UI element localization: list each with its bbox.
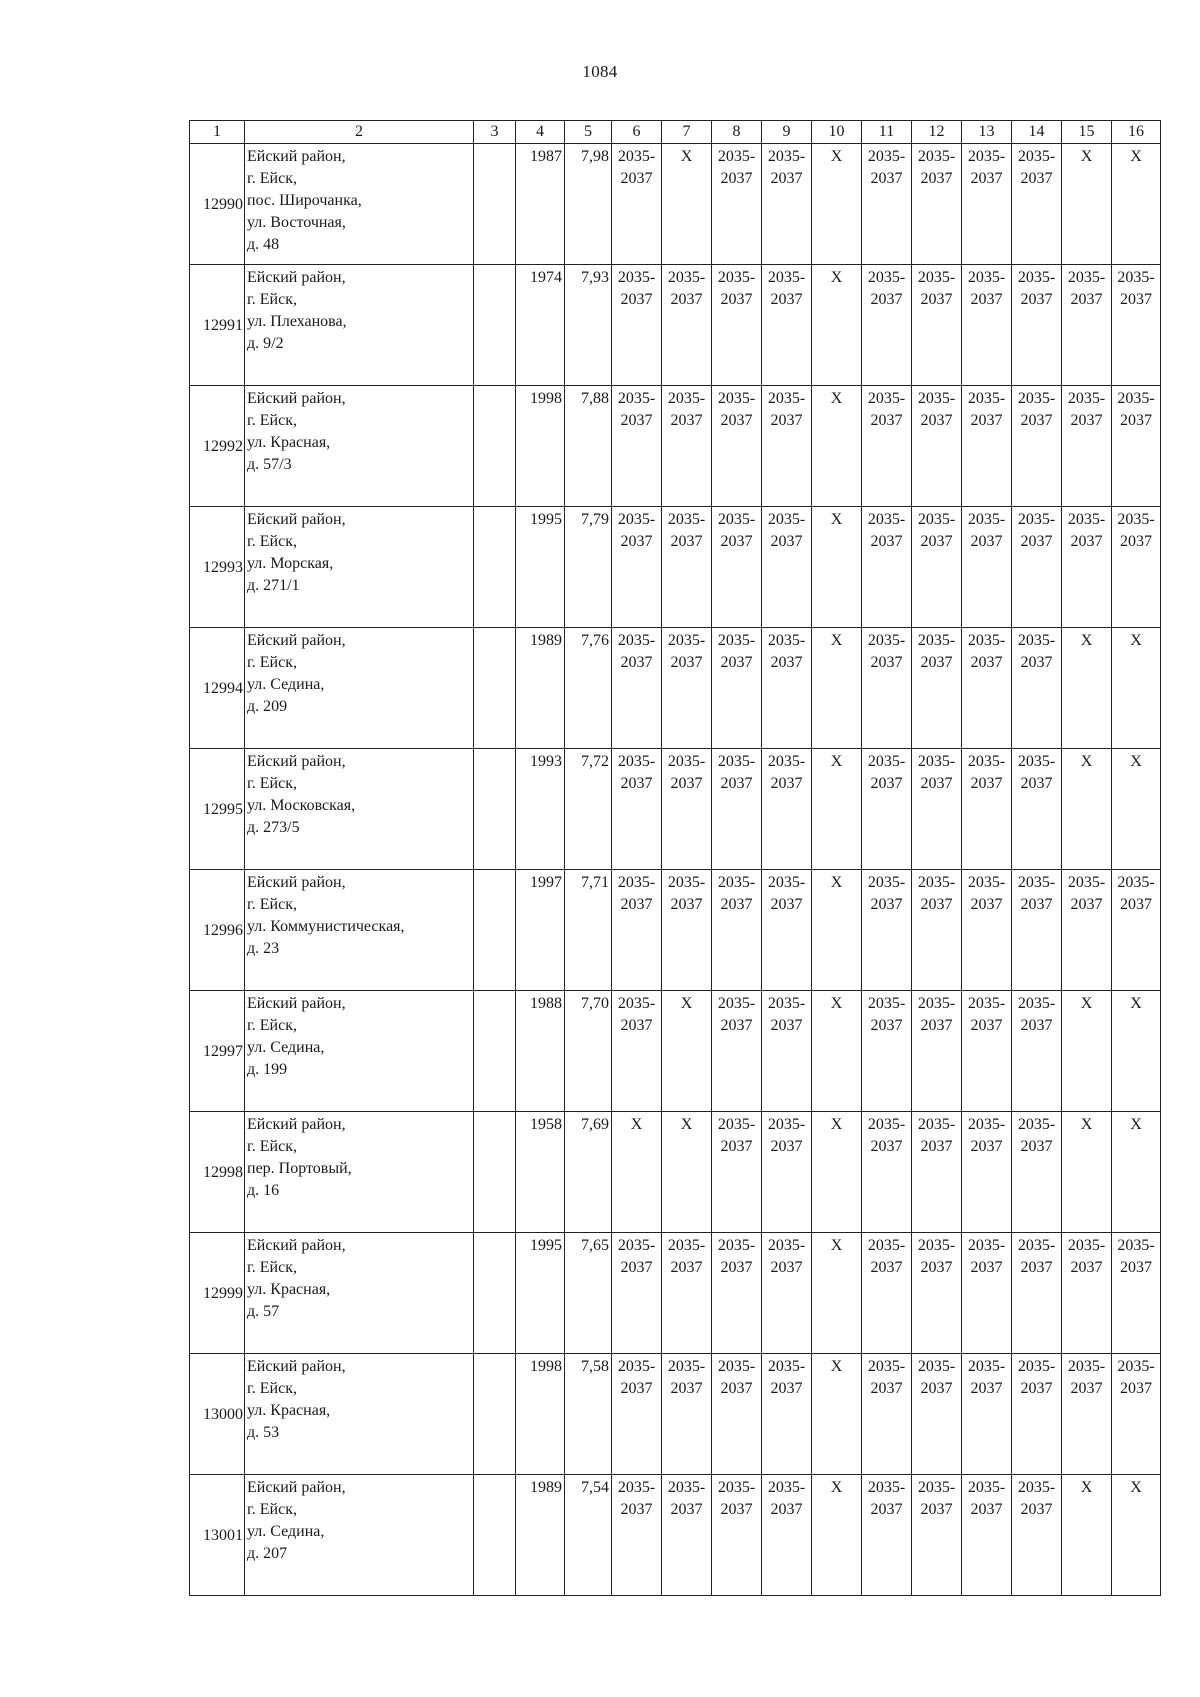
address-line: г. Ейск,: [247, 1138, 297, 1155]
period-cell: 2035- 2037: [612, 507, 662, 628]
record-number: 12995: [190, 749, 245, 870]
column-3-cell: [474, 628, 516, 749]
period-cell: Х: [812, 1475, 862, 1596]
period-cell: 2035- 2037: [1012, 386, 1062, 507]
period-cell: Х: [812, 144, 862, 265]
record-number: 13001: [190, 1475, 245, 1596]
table-row: [190, 1354, 1161, 1475]
value-cell: 7,70: [565, 991, 612, 1112]
column-3-cell: [474, 265, 516, 386]
period-cell: 2035- 2037: [862, 265, 912, 386]
column-header: 12: [912, 121, 962, 144]
period-cell: 2035- 2037: [962, 991, 1012, 1112]
period-cell: 2035- 2037: [1012, 749, 1062, 870]
period-cell: 2035- 2037: [1012, 265, 1062, 386]
period-cell: 2035- 2037: [712, 991, 762, 1112]
table-row: [190, 991, 1161, 1112]
address-line: г. Ейск,: [247, 533, 297, 550]
period-cell: Х: [812, 749, 862, 870]
column-header: 13: [962, 121, 1012, 144]
period-cell: 2035- 2037: [1012, 628, 1062, 749]
address-line: д. 207: [247, 1545, 288, 1562]
period-cell: Х: [1062, 1475, 1112, 1596]
address-line: пос. Широчанка,: [247, 192, 362, 209]
table-row: [190, 1112, 1161, 1233]
period-cell: 2035- 2037: [662, 1354, 712, 1475]
period-cell: 2035- 2037: [862, 1233, 912, 1354]
period-cell: 2035- 2037: [612, 1475, 662, 1596]
table-row: [190, 144, 1161, 265]
period-cell: 2035- 2037: [762, 991, 812, 1112]
period-cell: Х: [812, 507, 862, 628]
address-cell: [245, 1112, 474, 1233]
column-header: 4: [516, 121, 565, 144]
value-cell: 7,79: [565, 507, 612, 628]
address-cell: [245, 628, 474, 749]
period-cell: 2035- 2037: [962, 870, 1012, 991]
address-cell: [245, 991, 474, 1112]
address-line: ул. Коммунистическая,: [247, 918, 405, 935]
record-number: 12999: [190, 1233, 245, 1354]
period-cell: Х: [812, 1112, 862, 1233]
address-line: Ейский район,: [247, 1358, 346, 1375]
period-cell: 2035- 2037: [1062, 265, 1112, 386]
address-line: д. 57: [247, 1303, 280, 1320]
period-cell: 2035- 2037: [762, 870, 812, 991]
period-cell: 2035- 2037: [612, 749, 662, 870]
period-cell: 2035- 2037: [762, 144, 812, 265]
address-line: д. 48: [247, 236, 280, 253]
column-3-cell: [474, 1354, 516, 1475]
period-cell: 2035- 2037: [612, 144, 662, 265]
address-line: Ейский район,: [247, 390, 346, 407]
address-line: пер. Портовый,: [247, 1160, 352, 1177]
value-cell: 7,93: [565, 265, 612, 386]
column-header: 2: [245, 121, 474, 144]
address-line: Ейский район,: [247, 1479, 346, 1496]
value-cell: 7,69: [565, 1112, 612, 1233]
value-cell: 7,54: [565, 1475, 612, 1596]
year-cell: 1997: [516, 870, 565, 991]
period-cell: 2035- 2037: [712, 144, 762, 265]
address-line: д. 271/1: [247, 577, 300, 594]
address-line: ул. Красная,: [247, 1281, 331, 1298]
period-cell: 2035- 2037: [612, 1354, 662, 1475]
value-cell: 7,98: [565, 144, 612, 265]
address-line: г. Ейск,: [247, 412, 297, 429]
column-header: 5: [565, 121, 612, 144]
period-cell: 2035- 2037: [1012, 991, 1062, 1112]
year-cell: 1988: [516, 991, 565, 1112]
column-header: 9: [762, 121, 812, 144]
address-cell: [245, 1354, 474, 1475]
address-cell: [245, 386, 474, 507]
period-cell: 2035- 2037: [612, 991, 662, 1112]
period-cell: Х: [812, 386, 862, 507]
value-cell: 7,58: [565, 1354, 612, 1475]
period-cell: 2035- 2037: [962, 1475, 1012, 1596]
address-line: г. Ейск,: [247, 1501, 297, 1518]
period-cell: 2035- 2037: [862, 870, 912, 991]
period-cell: 2035- 2037: [1112, 386, 1161, 507]
address-line: ул. Восточная,: [247, 214, 346, 231]
period-cell: Х: [1062, 628, 1112, 749]
period-cell: 2035- 2037: [962, 749, 1012, 870]
value-cell: 7,88: [565, 386, 612, 507]
address-line: Ейский район,: [247, 148, 346, 165]
period-cell: 2035- 2037: [762, 1354, 812, 1475]
period-cell: 2035- 2037: [762, 265, 812, 386]
column-header: 7: [662, 121, 712, 144]
period-cell: 2035- 2037: [1062, 507, 1112, 628]
column-header: 1: [190, 121, 245, 144]
period-cell: 2035- 2037: [862, 628, 912, 749]
address-line: г. Ейск,: [247, 1380, 297, 1397]
period-cell: Х: [612, 1112, 662, 1233]
period-cell: 2035- 2037: [712, 1112, 762, 1233]
period-cell: 2035- 2037: [1012, 144, 1062, 265]
period-cell: 2035- 2037: [1012, 507, 1062, 628]
address-line: д. 57/3: [247, 456, 292, 473]
column-header: 10: [812, 121, 862, 144]
period-cell: 2035- 2037: [862, 144, 912, 265]
address-line: ул. Седина,: [247, 1039, 325, 1056]
period-cell: 2035- 2037: [862, 1112, 912, 1233]
address-cell: [245, 1475, 474, 1596]
address-line: д. 16: [247, 1182, 280, 1199]
address-line: д. 209: [247, 698, 288, 715]
address-line: Ейский район,: [247, 1116, 346, 1133]
period-cell: Х: [1112, 991, 1161, 1112]
period-cell: Х: [812, 991, 862, 1112]
period-cell: 2035- 2037: [1112, 1354, 1161, 1475]
address-line: д. 199: [247, 1061, 288, 1078]
year-cell: 1958: [516, 1112, 565, 1233]
record-number: 13000: [190, 1354, 245, 1475]
address-line: ул. Морская,: [247, 555, 334, 572]
year-cell: 1995: [516, 1233, 565, 1354]
period-cell: 2035- 2037: [1112, 870, 1161, 991]
period-cell: 2035- 2037: [912, 749, 962, 870]
address-cell: [245, 144, 474, 265]
period-cell: 2035- 2037: [962, 265, 1012, 386]
record-number: 12993: [190, 507, 245, 628]
table-header-row: [190, 121, 1161, 144]
period-cell: Х: [812, 628, 862, 749]
period-cell: Х: [1112, 1475, 1161, 1596]
period-cell: Х: [1062, 991, 1112, 1112]
period-cell: 2035- 2037: [712, 1233, 762, 1354]
column-header: 6: [612, 121, 662, 144]
address-line: д. 23: [247, 940, 280, 957]
period-cell: Х: [1112, 144, 1161, 265]
address-line: г. Ейск,: [247, 1259, 297, 1276]
period-cell: 2035- 2037: [862, 1475, 912, 1596]
address-cell: [245, 870, 474, 991]
period-cell: 2035- 2037: [1062, 870, 1112, 991]
address-cell: [245, 265, 474, 386]
period-cell: 2035- 2037: [912, 870, 962, 991]
address-line: Ейский район,: [247, 511, 346, 528]
period-cell: 2035- 2037: [912, 265, 962, 386]
period-cell: 2035- 2037: [962, 507, 1012, 628]
year-cell: 1987: [516, 144, 565, 265]
period-cell: 2035- 2037: [712, 1354, 762, 1475]
record-number: 12991: [190, 265, 245, 386]
address-line: д. 53: [247, 1424, 280, 1441]
period-cell: 2035- 2037: [912, 144, 962, 265]
column-3-cell: [474, 870, 516, 991]
table-row: [190, 749, 1161, 870]
period-cell: 2035- 2037: [912, 386, 962, 507]
year-cell: 1993: [516, 749, 565, 870]
period-cell: 2035- 2037: [1112, 1233, 1161, 1354]
period-cell: 2035- 2037: [862, 991, 912, 1112]
record-number: 12997: [190, 991, 245, 1112]
period-cell: 2035- 2037: [912, 1475, 962, 1596]
period-cell: 2035- 2037: [862, 1354, 912, 1475]
period-cell: Х: [1112, 628, 1161, 749]
period-cell: 2035- 2037: [762, 628, 812, 749]
period-cell: 2035- 2037: [712, 870, 762, 991]
period-cell: 2035- 2037: [712, 386, 762, 507]
period-cell: 2035- 2037: [1062, 1233, 1112, 1354]
period-cell: 2035- 2037: [912, 991, 962, 1112]
period-cell: 2035- 2037: [662, 386, 712, 507]
period-cell: 2035- 2037: [962, 628, 1012, 749]
table-row: [190, 628, 1161, 749]
period-cell: 2035- 2037: [612, 1233, 662, 1354]
record-number: 12990: [190, 144, 245, 265]
period-cell: 2035- 2037: [712, 265, 762, 386]
period-cell: 2035- 2037: [762, 1112, 812, 1233]
period-cell: 2035- 2037: [862, 386, 912, 507]
year-cell: 1974: [516, 265, 565, 386]
address-line: г. Ейск,: [247, 1017, 297, 1034]
value-cell: 7,65: [565, 1233, 612, 1354]
value-cell: 7,71: [565, 870, 612, 991]
address-cell: [245, 507, 474, 628]
period-cell: Х: [1112, 1112, 1161, 1233]
address-cell: [245, 749, 474, 870]
table-row: [190, 386, 1161, 507]
period-cell: 2035- 2037: [612, 386, 662, 507]
address-line: Ейский район,: [247, 753, 346, 770]
period-cell: 2035- 2037: [912, 1233, 962, 1354]
column-3-cell: [474, 386, 516, 507]
period-cell: Х: [812, 1233, 862, 1354]
address-line: Ейский район,: [247, 269, 346, 286]
period-cell: 2035- 2037: [612, 265, 662, 386]
period-cell: 2035- 2037: [712, 628, 762, 749]
record-number: 12996: [190, 870, 245, 991]
period-cell: 2035- 2037: [912, 628, 962, 749]
period-cell: 2035- 2037: [862, 749, 912, 870]
period-cell: 2035- 2037: [662, 265, 712, 386]
column-3-cell: [474, 1233, 516, 1354]
value-cell: 7,76: [565, 628, 612, 749]
table-row: [190, 1475, 1161, 1596]
address-line: г. Ейск,: [247, 170, 297, 187]
address-line: ул. Красная,: [247, 1402, 331, 1419]
period-cell: 2035- 2037: [1062, 386, 1112, 507]
table-row: [190, 507, 1161, 628]
period-cell: 2035- 2037: [662, 870, 712, 991]
column-header: 8: [712, 121, 762, 144]
column-header: 3: [474, 121, 516, 144]
year-cell: 1998: [516, 386, 565, 507]
year-cell: 1998: [516, 1354, 565, 1475]
period-cell: 2035- 2037: [1012, 1112, 1062, 1233]
address-line: Ейский район,: [247, 874, 346, 891]
period-cell: 2035- 2037: [1062, 1354, 1112, 1475]
period-cell: 2035- 2037: [712, 1475, 762, 1596]
address-cell: [245, 1233, 474, 1354]
column-3-cell: [474, 1475, 516, 1596]
table-row: [190, 1233, 1161, 1354]
table-row: [190, 870, 1161, 991]
period-cell: 2035- 2037: [662, 1233, 712, 1354]
period-cell: Х: [662, 144, 712, 265]
page-number: 1084: [582, 62, 618, 81]
period-cell: 2035- 2037: [762, 749, 812, 870]
address-line: Ейский район,: [247, 995, 346, 1012]
address-line: г. Ейск,: [247, 291, 297, 308]
period-cell: 2035- 2037: [612, 628, 662, 749]
housing-registry-table: [189, 120, 1161, 1596]
period-cell: 2035- 2037: [762, 507, 812, 628]
period-cell: Х: [1062, 749, 1112, 870]
address-line: д. 9/2: [247, 335, 284, 352]
period-cell: 2035- 2037: [912, 1112, 962, 1233]
period-cell: 2035- 2037: [862, 507, 912, 628]
address-line: г. Ейск,: [247, 654, 297, 671]
year-cell: 1995: [516, 507, 565, 628]
column-3-cell: [474, 507, 516, 628]
column-header: 11: [862, 121, 912, 144]
year-cell: 1989: [516, 1475, 565, 1596]
period-cell: 2035- 2037: [962, 1112, 1012, 1233]
column-header: 16: [1112, 121, 1161, 144]
column-header: 15: [1062, 121, 1112, 144]
period-cell: 2035- 2037: [662, 1475, 712, 1596]
year-cell: 1989: [516, 628, 565, 749]
period-cell: 2035- 2037: [1012, 1475, 1062, 1596]
record-number: 12994: [190, 628, 245, 749]
period-cell: 2035- 2037: [1012, 1233, 1062, 1354]
address-line: Ейский район,: [247, 1237, 346, 1254]
address-line: г. Ейск,: [247, 775, 297, 792]
table-row: [190, 265, 1161, 386]
period-cell: 2035- 2037: [962, 1354, 1012, 1475]
period-cell: 2035- 2037: [612, 870, 662, 991]
period-cell: 2035- 2037: [762, 386, 812, 507]
period-cell: Х: [812, 870, 862, 991]
period-cell: 2035- 2037: [912, 507, 962, 628]
address-line: г. Ейск,: [247, 896, 297, 913]
column-3-cell: [474, 991, 516, 1112]
period-cell: 2035- 2037: [662, 749, 712, 870]
period-cell: 2035- 2037: [662, 628, 712, 749]
period-cell: 2035- 2037: [1012, 870, 1062, 991]
period-cell: Х: [1062, 1112, 1112, 1233]
address-line: д. 273/5: [247, 819, 300, 836]
period-cell: Х: [1112, 749, 1161, 870]
period-cell: 2035- 2037: [712, 507, 762, 628]
address-line: ул. Плеханова,: [247, 313, 347, 330]
column-header: 14: [1012, 121, 1062, 144]
period-cell: 2035- 2037: [762, 1233, 812, 1354]
address-line: ул. Красная,: [247, 434, 331, 451]
period-cell: 2035- 2037: [962, 144, 1012, 265]
period-cell: Х: [662, 991, 712, 1112]
period-cell: Х: [812, 265, 862, 386]
column-3-cell: [474, 1112, 516, 1233]
period-cell: 2035- 2037: [1112, 507, 1161, 628]
address-line: ул. Московская,: [247, 797, 356, 814]
record-number: 12998: [190, 1112, 245, 1233]
period-cell: 2035- 2037: [762, 1475, 812, 1596]
address-line: Ейский район,: [247, 632, 346, 649]
period-cell: Х: [662, 1112, 712, 1233]
address-line: ул. Седина,: [247, 1523, 325, 1540]
period-cell: 2035- 2037: [1012, 1354, 1062, 1475]
period-cell: 2035- 2037: [912, 1354, 962, 1475]
period-cell: Х: [1062, 144, 1112, 265]
period-cell: 2035- 2037: [962, 386, 1012, 507]
value-cell: 7,72: [565, 749, 612, 870]
address-line: ул. Седина,: [247, 676, 325, 693]
record-number: 12992: [190, 386, 245, 507]
period-cell: Х: [812, 1354, 862, 1475]
period-cell: 2035- 2037: [712, 749, 762, 870]
period-cell: 2035- 2037: [962, 1233, 1012, 1354]
period-cell: 2035- 2037: [1112, 265, 1161, 386]
column-3-cell: [474, 144, 516, 265]
period-cell: 2035- 2037: [662, 507, 712, 628]
column-3-cell: [474, 749, 516, 870]
